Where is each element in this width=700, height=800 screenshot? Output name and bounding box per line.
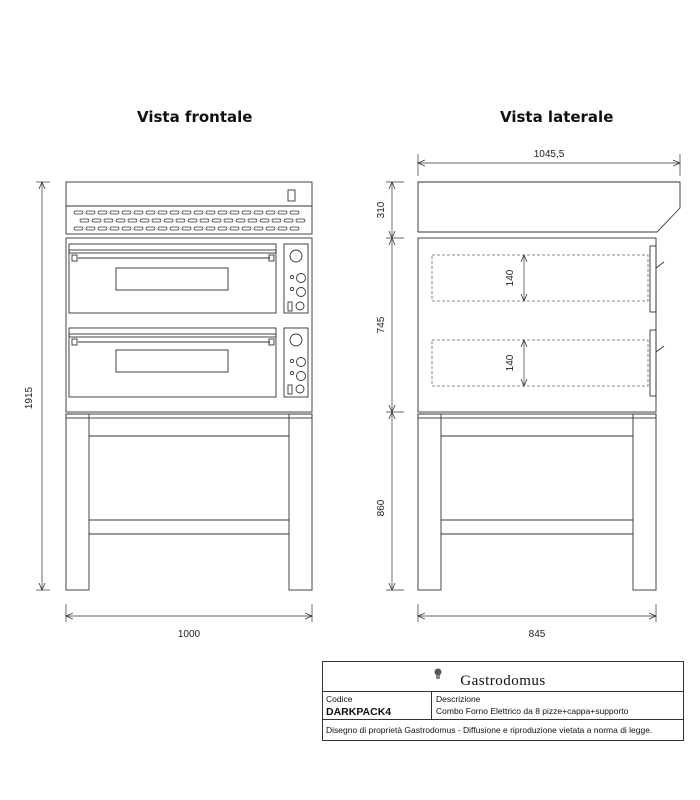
code-label: Codice xyxy=(326,694,353,704)
upper-chamber-height-label: 140 xyxy=(505,269,516,287)
product-description: Combo Forno Elettrico da 8 pizze+cappa+supporto xyxy=(436,706,629,716)
side-hood xyxy=(418,182,680,232)
front-oven-body xyxy=(66,238,312,412)
front-stand xyxy=(66,414,312,590)
chef-hat-logo-icon xyxy=(433,668,443,680)
side-view xyxy=(418,182,680,590)
lower-chamber-height-label: 140 xyxy=(505,354,516,372)
hood-height-label: 310 xyxy=(376,201,387,219)
oven-height-label: 745 xyxy=(376,316,387,334)
front-view xyxy=(66,182,312,590)
lower-oven-deck xyxy=(69,328,308,397)
upper-oven-window xyxy=(116,268,228,290)
front-width-label: 1000 xyxy=(177,629,201,640)
side-dimensions xyxy=(386,154,680,622)
description-label: Descrizione xyxy=(436,694,481,704)
front-hood xyxy=(66,182,312,234)
side-view-title: Vista laterale xyxy=(500,108,614,126)
hood-vent-slots xyxy=(74,211,305,230)
lower-chamber-outline xyxy=(432,340,648,386)
stand-height-label: 860 xyxy=(376,499,387,517)
upper-oven-deck xyxy=(69,244,308,313)
hood-switch xyxy=(288,190,295,201)
copyright-notice: Disegno di proprietà Gastrodomus - Diffusione e riproduzione vietata a norma di legge. xyxy=(326,725,653,735)
side-stand xyxy=(418,414,656,590)
title-block xyxy=(322,661,684,741)
brand-name: Gastrodomus xyxy=(460,673,546,689)
front-view-title: Vista frontale xyxy=(137,108,253,126)
front-dimensions xyxy=(36,182,312,622)
lower-oven-window xyxy=(116,350,228,372)
side-depth-bottom-label: 845 xyxy=(528,629,546,640)
side-depth-top-label: 1045,5 xyxy=(533,149,565,160)
title-block-brand xyxy=(323,662,683,692)
front-height-label: 1915 xyxy=(24,386,35,410)
product-code: DARKPACK4 xyxy=(326,706,392,718)
upper-chamber-outline xyxy=(432,255,648,301)
